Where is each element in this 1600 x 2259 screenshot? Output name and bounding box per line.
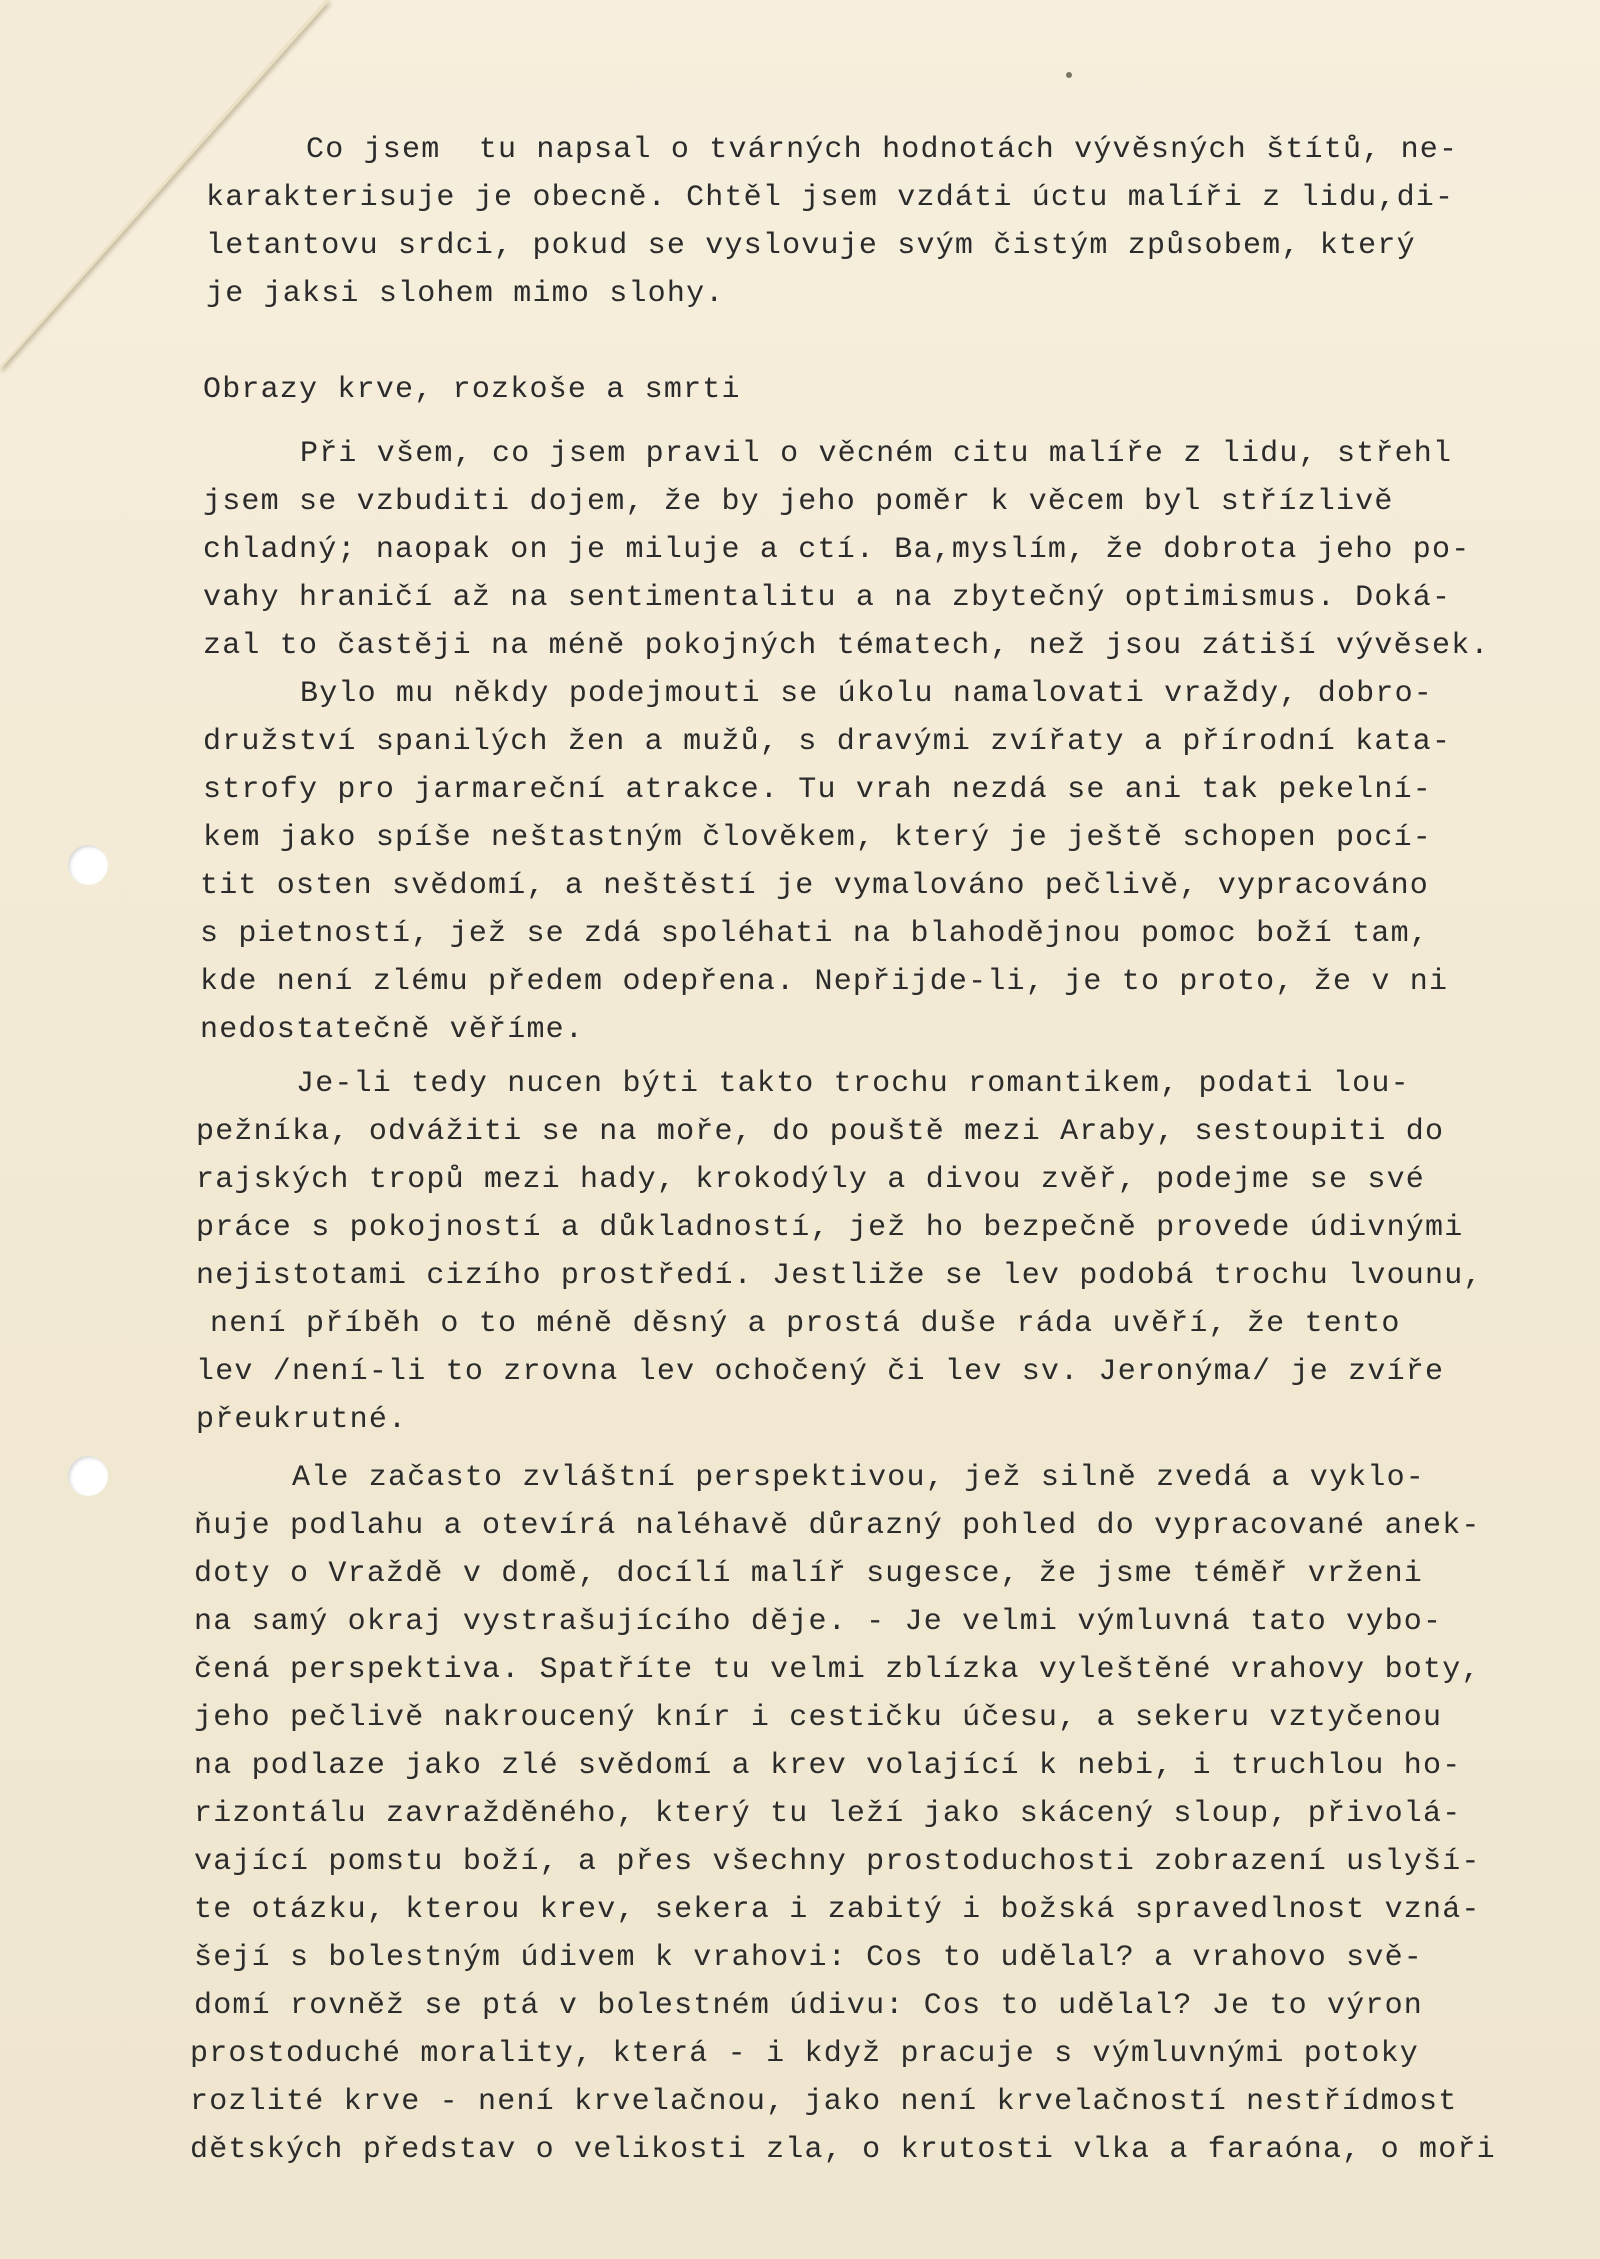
text-line: je jaksi slohem mimo slohy. xyxy=(206,277,725,311)
text-line: Je-li tedy nucen býti takto trochu romantikem, podati lou- xyxy=(296,1067,1410,1101)
text-line: dětských představ o velikosti zla, o krutosti vlka a faraóna, o moři xyxy=(190,2133,1496,2167)
text-line: lev /není-li to zrovna lev ochočený či lev sv. Jeronýma/ je zvíře xyxy=(196,1355,1445,1389)
text-line: není příběh o to méně děsný a prostá duše ráda uvěří, že tento xyxy=(210,1307,1401,1341)
text-line: práce s pokojností a důkladností, jež ho bezpečně provede údivnými xyxy=(196,1211,1464,1245)
text-line: domí rovněž se ptá v bolestném údivu: Cos to udělal? Je to výron xyxy=(194,1989,1423,2023)
text-line: doty o Vraždě v domě, docílí malíř sugesce, že jsme téměř vrženi xyxy=(194,1557,1423,1591)
text-line: tit osten svědomí, a neštěstí je vymalováno pečlivě, vypracováno xyxy=(200,869,1429,903)
text-line: na podlaze jako zlé svědomí a krev volající k nebi, i truchlou ho- xyxy=(194,1749,1462,1783)
punch-hole-lower xyxy=(68,1456,108,1496)
text-line: s pietností, jež se zdá spoléhati na blahodějnou pomoc boží tam, xyxy=(200,917,1429,951)
text-line: nedostatečně věříme. xyxy=(200,1013,585,1047)
text-line: vahy hraničí až na sentimentalitu a na zbytečný optimismus. Doká- xyxy=(203,581,1452,615)
text-line: te otázku, kterou krev, sekera i zabitý i božská spravedlnost vzná- xyxy=(194,1893,1481,1927)
text-line: čená perspektiva. Spatříte tu velmi zblízka vyleštěné vrahovy boty, xyxy=(194,1653,1481,1687)
text-line: pežníka, odvážiti se na moře, do pouště mezi Araby, sestoupiti do xyxy=(196,1115,1445,1149)
text-line: na samý okraj vystrašujícího děje. - Je velmi výmluvná tato vybo- xyxy=(194,1605,1443,1639)
text-line: přeukrutné. xyxy=(196,1403,408,1437)
text-line: vající pomstu boží, a přes všechny prostoduchosti zobrazení uslyší- xyxy=(194,1845,1481,1879)
text-line: rajských tropů mezi hady, krokodýly a divou zvěř, podejme se své xyxy=(196,1163,1425,1197)
text-line: Co jsem tu napsal o tvárných hodnotách vývěsných štítů, ne- xyxy=(306,133,1459,167)
text-line: rizontálu zavražděného, který tu leží jako skácený sloup, přivolá- xyxy=(194,1797,1462,1831)
text-line: kem jako spíše neštastným člověkem, který je ještě schopen pocí- xyxy=(203,821,1432,855)
text-line: strofy pro jarmareční atrakce. Tu vrah nezdá se ani tak pekelní- xyxy=(203,773,1432,807)
text-line: prostoduché morality, která - i když pracuje s výmluvnými potoky xyxy=(190,2037,1419,2071)
text-line: Ale začasto zvláštní perspektivou, jež silně zvedá a vyklo- xyxy=(292,1461,1425,1495)
text-line: ňuje podlahu a otevírá naléhavě důrazný pohled do vypracované anek- xyxy=(194,1509,1481,1543)
text-line: Při všem, co jsem pravil o věcném citu malíře z lidu, střehl xyxy=(300,437,1453,471)
text-line: chladný; naopak on je miluje a ctí. Ba,myslím, že dobrota jeho po- xyxy=(203,533,1471,567)
text-line: nejistotami cizího prostředí. Jestliže se lev podobá trochu lvounu, xyxy=(196,1259,1483,1293)
text-line: jsem se vzbuditi dojem, že by jeho poměr k věcem byl střízlivě xyxy=(203,485,1394,519)
text-line: rozlité krve - není krvelačnou, jako není krvelačností nestřídmost xyxy=(190,2085,1458,2119)
text-line: zal to častěji na méně pokojných tématech, než jsou zátiší vývěsek. xyxy=(203,629,1490,663)
text-line: letantovu srdci, pokud se vyslovuje svým čistým způsobem, který xyxy=(206,229,1416,263)
ink-speck xyxy=(1066,72,1072,78)
punch-hole-upper xyxy=(68,845,108,885)
text-line: karakterisuje je obecně. Chtěl jsem vzdáti úctu malíři z lidu,di- xyxy=(206,181,1455,215)
text-line: kde není zlému předem odepřena. Nepřijde-li, je to proto, že v ni xyxy=(200,965,1449,999)
section-heading: Obrazy krve, rozkoše a smrti xyxy=(203,373,741,407)
text-line: šejí s bolestným údivem k vrahovi: Cos to udělal? a vrahovo svě- xyxy=(194,1941,1423,1975)
text-line: Bylo mu někdy podejmouti se úkolu namalovati vraždy, dobro- xyxy=(300,677,1433,711)
text-line: jeho pečlivě nakroucený knír i cestičku účesu, a sekeru vztyčenou xyxy=(194,1701,1443,1735)
text-line: družství spanilých žen a mužů, s dravými zvířaty a přírodní kata- xyxy=(203,725,1452,759)
